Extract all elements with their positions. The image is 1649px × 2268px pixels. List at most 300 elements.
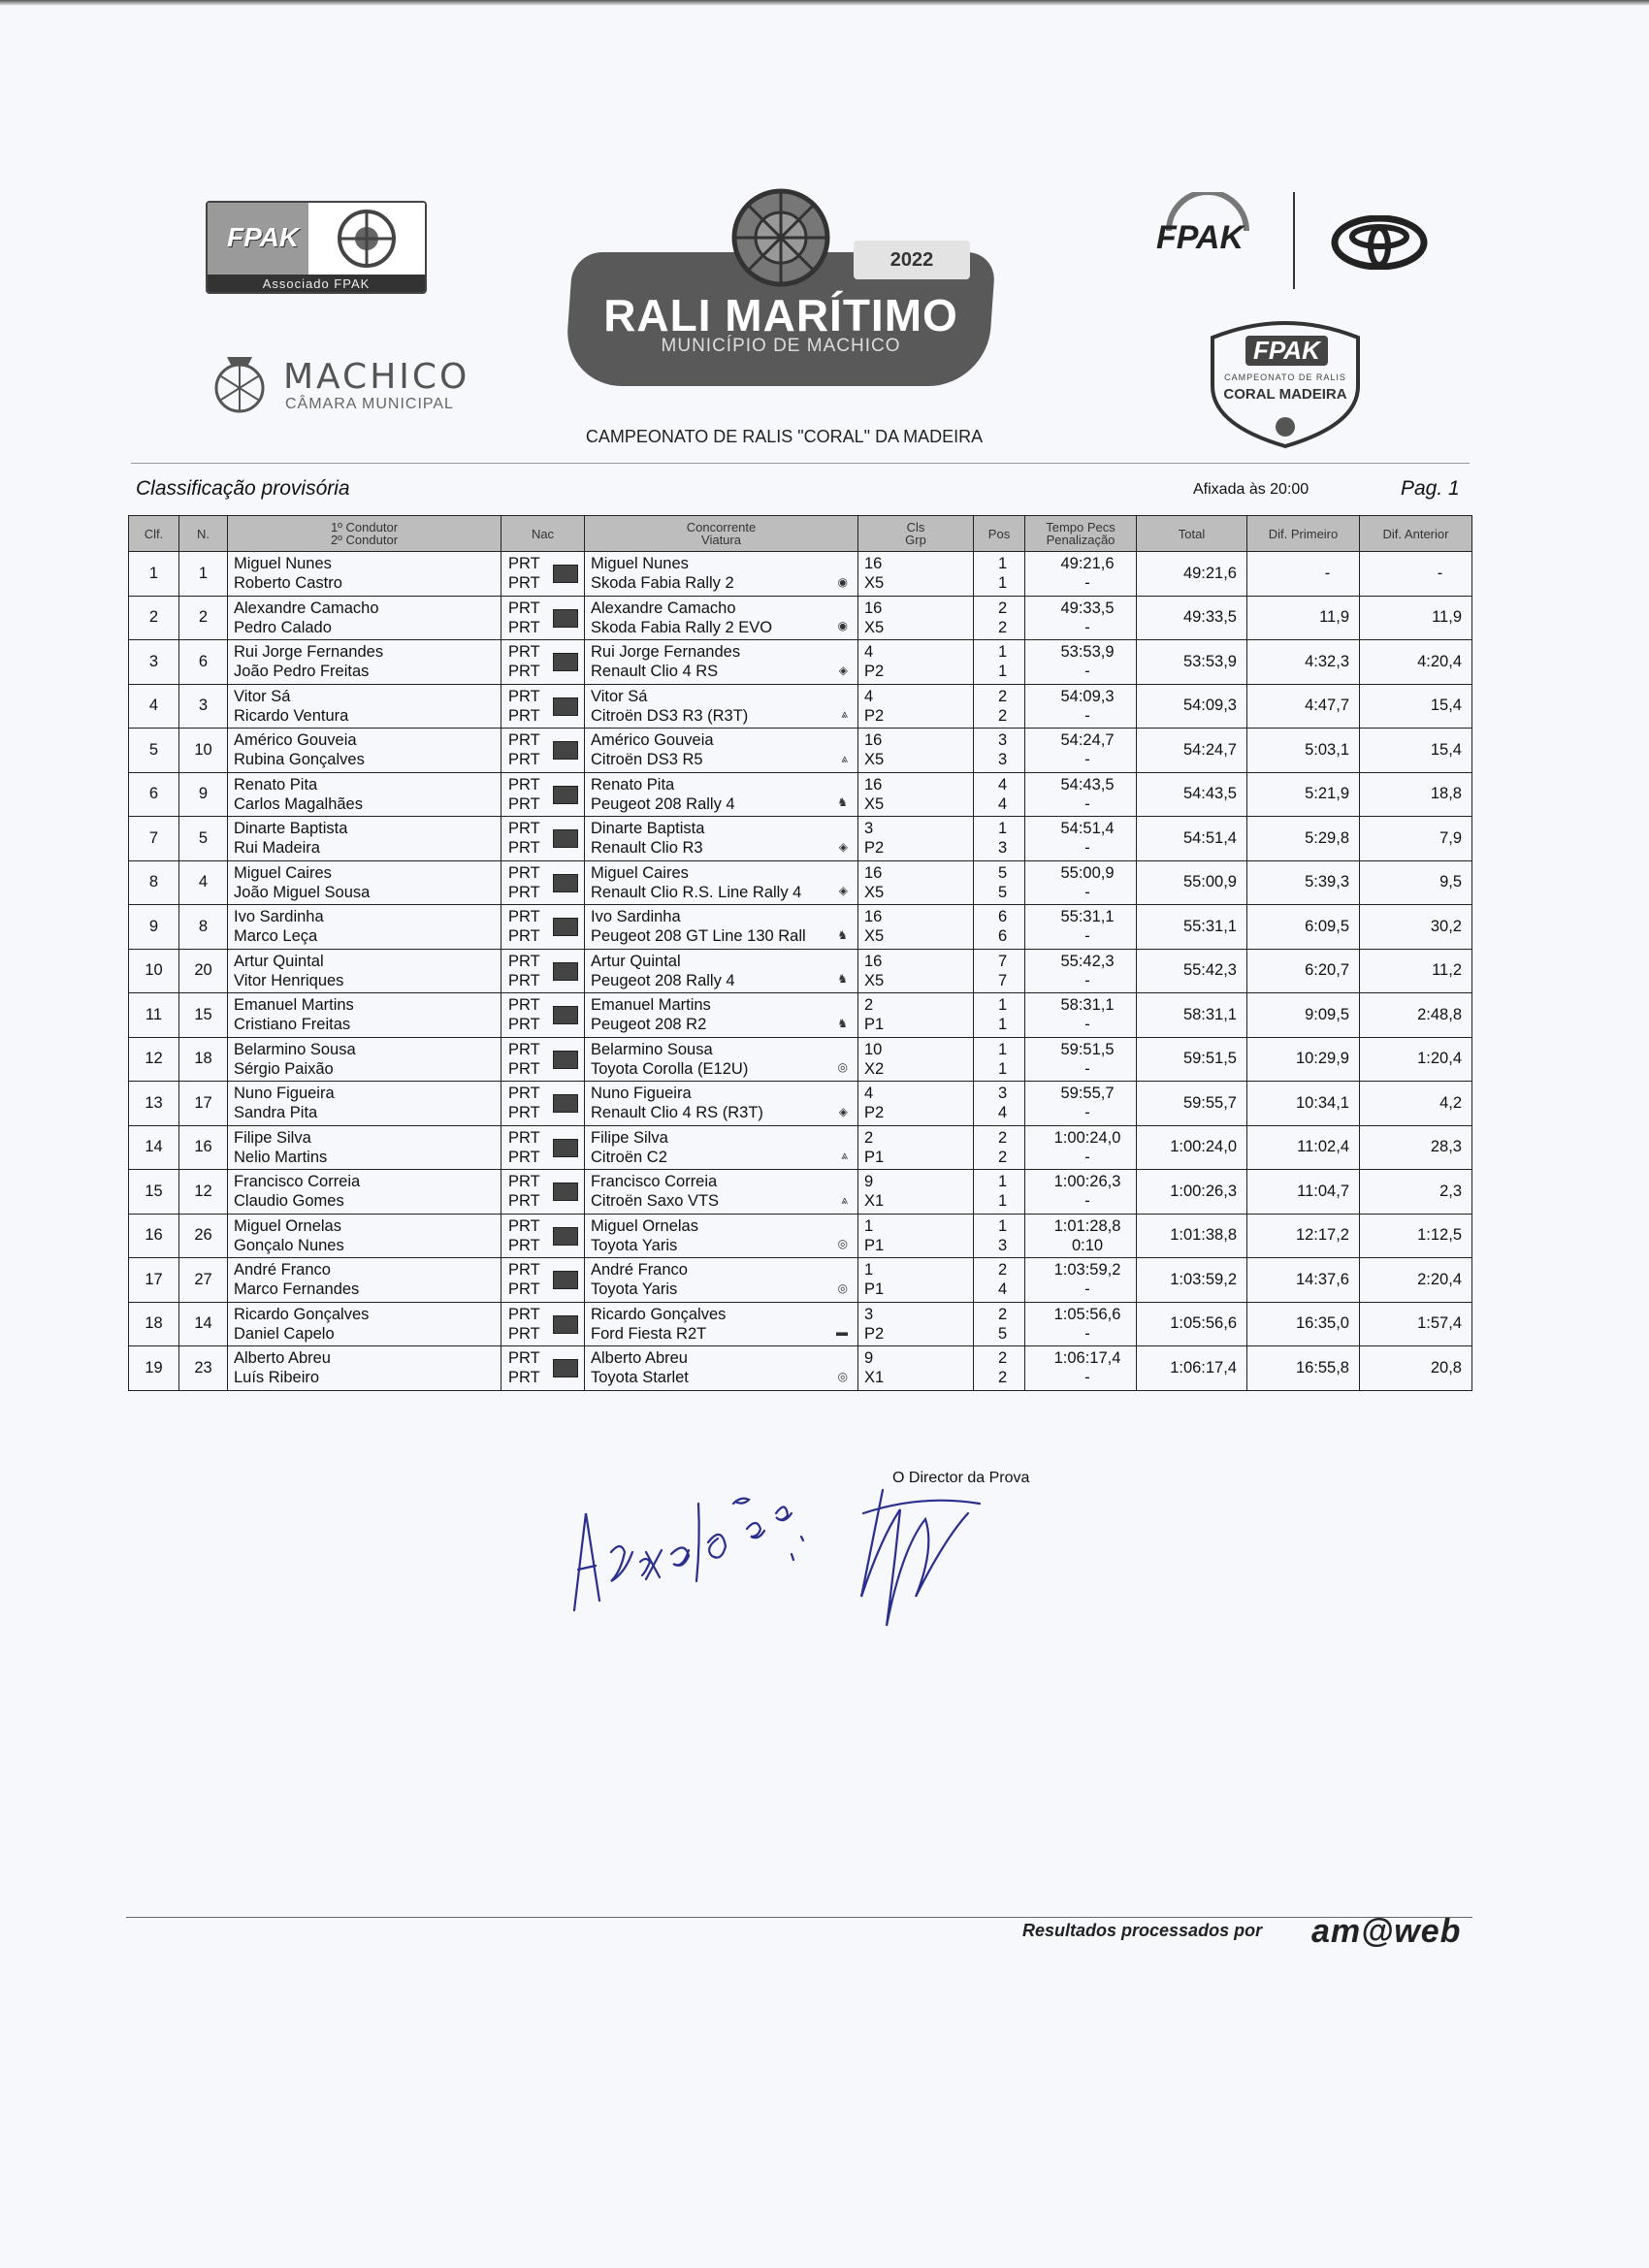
table-row	[129, 1214, 1472, 1258]
table-row	[129, 772, 1472, 817]
portugal-flag-icon	[553, 1227, 578, 1246]
class: 4	[864, 1085, 874, 1103]
pos-group: 2	[998, 1369, 1008, 1387]
position-cell	[974, 552, 1025, 597]
car-number-cell: 8	[179, 905, 228, 950]
portugal-flag-icon	[553, 1006, 578, 1024]
driver-2: João Pedro Freitas	[234, 663, 370, 681]
nationality-cell	[501, 1346, 585, 1391]
pos-class: 1	[998, 555, 1008, 573]
diff-first-cell: 11,9	[1247, 596, 1360, 640]
class: 4	[864, 687, 874, 705]
stage-time: 53:53,9	[1060, 643, 1115, 662]
header-rule	[131, 463, 1470, 464]
nac-1: PRT	[508, 731, 540, 750]
peugeot-brand-icon: ♞	[837, 927, 848, 942]
position-cell	[974, 1037, 1025, 1082]
nationality-cell	[501, 684, 585, 729]
position-cell	[974, 1170, 1025, 1215]
car: Renault Clio 4 RS (R3T)	[591, 1104, 763, 1122]
class-group-cell	[858, 552, 974, 597]
nac-1: PRT	[508, 863, 540, 882]
driver-2: Roberto Castro	[234, 574, 342, 593]
total-cell: 54:24,7	[1137, 729, 1247, 773]
penalty: -	[1084, 706, 1090, 725]
entrant-car-cell	[585, 949, 858, 993]
penalty: -	[1084, 1324, 1090, 1343]
nac-1: PRT	[508, 1173, 540, 1191]
diff-prev-cell: 4:20,4	[1360, 640, 1472, 685]
clf-cell: 13	[129, 1082, 179, 1126]
total-cell: 53:53,9	[1137, 640, 1247, 685]
entrant: Artur Quintal	[591, 952, 681, 970]
diff-first-cell: 4:47,7	[1247, 684, 1360, 729]
entrant-car-cell	[585, 640, 858, 685]
time-penalty-cell	[1025, 1346, 1137, 1391]
peugeot-brand-icon: ♞	[837, 1016, 848, 1030]
time-penalty-cell	[1025, 640, 1137, 685]
clf-cell: 18	[129, 1302, 179, 1346]
car-number-cell: 20	[179, 949, 228, 993]
citroen-brand-icon: ⩓	[841, 751, 848, 765]
nac-2: PRT	[508, 839, 540, 858]
entrant: Francisco Correia	[591, 1173, 718, 1191]
toyota-brand-icon: ◎	[837, 1060, 848, 1074]
nac-1: PRT	[508, 1305, 540, 1323]
driver-1: Rui Jorge Fernandes	[234, 643, 384, 662]
peugeot-brand-icon: ♞	[837, 972, 848, 986]
group: X5	[864, 618, 885, 636]
class: 4	[864, 643, 874, 662]
class-group-cell	[858, 1037, 974, 1082]
table-row	[129, 596, 1472, 640]
entrant: Ricardo Gonçalves	[591, 1305, 727, 1323]
drivers-cell	[228, 640, 501, 685]
class-group-cell	[858, 596, 974, 640]
entrant: Miguel Ornelas	[591, 1216, 698, 1235]
nac-2: PRT	[508, 1369, 540, 1387]
drivers-cell	[228, 684, 501, 729]
position-cell	[974, 1125, 1025, 1170]
car: Citroën DS3 R3 (R3T)	[591, 706, 749, 725]
time-penalty-cell	[1025, 684, 1137, 729]
clf-cell: 16	[129, 1214, 179, 1258]
nac-1: PRT	[508, 1216, 540, 1235]
citroen-brand-icon: ⩓	[841, 1149, 848, 1162]
diff-prev-cell: 28,3	[1360, 1125, 1472, 1170]
amaweb-logo: am@web	[1311, 1913, 1462, 1950]
position-cell	[974, 1346, 1025, 1391]
entrant: Miguel Nunes	[591, 555, 689, 573]
pos-group: 5	[998, 883, 1008, 901]
col-clf: Clf.	[129, 516, 179, 552]
class-group-cell	[858, 1170, 974, 1215]
nac-1: PRT	[508, 952, 540, 970]
group: P2	[864, 1104, 885, 1122]
diff-prev-cell: 2:20,4	[1360, 1258, 1472, 1303]
nac-1: PRT	[508, 687, 540, 705]
clf-cell: 3	[129, 640, 179, 685]
pos-group: 2	[998, 706, 1008, 725]
pos-class: 2	[998, 1349, 1008, 1368]
diff-prev-cell: 7,9	[1360, 817, 1472, 861]
clf-cell: 14	[129, 1125, 179, 1170]
clf-cell: 12	[129, 1037, 179, 1082]
table-row	[129, 1346, 1472, 1391]
scan-edge	[0, 0, 1649, 6]
driver-1: Vitor Sá	[234, 687, 291, 705]
nationality-cell	[501, 1170, 585, 1215]
entrant: Dinarte Baptista	[591, 820, 705, 838]
page-number: Pag. 1	[1401, 477, 1460, 500]
associado-fpak-logo	[206, 201, 427, 294]
clf-cell: 8	[129, 860, 179, 905]
diff-prev-cell: 1:12,5	[1360, 1214, 1472, 1258]
position-cell	[974, 1082, 1025, 1126]
posted-time: Afixada às 20:00	[1193, 481, 1310, 498]
driver-1: Américo Gouveia	[234, 731, 357, 750]
car-number-cell: 23	[179, 1346, 228, 1391]
nac-2: PRT	[508, 706, 540, 725]
nationality-cell	[501, 1214, 585, 1258]
portugal-flag-icon	[553, 1315, 578, 1334]
diff-prev-cell: 2,3	[1360, 1170, 1472, 1215]
car-number-cell: 4	[179, 860, 228, 905]
diff-first-cell: 5:21,9	[1247, 772, 1360, 817]
time-penalty-cell	[1025, 772, 1137, 817]
driver-1: Filipe Silva	[234, 1128, 311, 1147]
group: X1	[864, 1369, 885, 1387]
portugal-flag-icon	[553, 1051, 578, 1069]
clf-cell: 2	[129, 596, 179, 640]
penalty: -	[1084, 883, 1090, 901]
class: 2	[864, 1128, 874, 1147]
nac-1: PRT	[508, 599, 540, 617]
car: Renault Clio R3	[591, 839, 703, 858]
diff-first-cell: 12:17,2	[1247, 1214, 1360, 1258]
stage-time: 1:00:26,3	[1053, 1173, 1121, 1191]
total-cell: 55:42,3	[1137, 949, 1247, 993]
car-number-cell: 16	[179, 1125, 228, 1170]
col-time-penalty: Tempo Pecs Penalização	[1025, 516, 1137, 552]
col-cls-grp: Cls Grp	[858, 516, 974, 552]
stage-time: 59:51,5	[1060, 1040, 1115, 1058]
diff-first-cell: 11:04,7	[1247, 1170, 1360, 1215]
coral-line-2: CORAL MADEIRA	[1223, 386, 1347, 403]
pos-class: 2	[998, 1305, 1008, 1323]
position-cell	[974, 817, 1025, 861]
citroen-brand-icon: ⩓	[841, 707, 848, 721]
clf-cell: 4	[129, 684, 179, 729]
drivers-cell	[228, 1214, 501, 1258]
entrant: Alexandre Camacho	[591, 599, 736, 617]
nac-2: PRT	[508, 794, 540, 813]
clf-cell: 15	[129, 1170, 179, 1215]
class-group-cell	[858, 1346, 974, 1391]
car: Peugeot 208 GT Line 130 Rall	[591, 927, 806, 946]
table-row	[129, 1037, 1472, 1082]
pos-class: 2	[998, 1128, 1008, 1147]
stage-time: 49:21,6	[1060, 555, 1115, 573]
entrant: Ivo Sardinha	[591, 908, 681, 926]
renault-brand-icon: ◈	[838, 663, 848, 677]
nationality-cell	[501, 640, 585, 685]
portugal-flag-icon	[553, 653, 578, 671]
citroen-brand-icon: ⩓	[841, 1192, 848, 1207]
diff-first-cell: 11:02,4	[1247, 1125, 1360, 1170]
table-row	[129, 1170, 1472, 1215]
entrant: Alberto Abreu	[591, 1349, 688, 1368]
diff-first-cell: 6:20,7	[1247, 949, 1360, 993]
total-cell: 1:03:59,2	[1137, 1258, 1247, 1303]
penalty: -	[1084, 574, 1090, 593]
time-penalty-cell	[1025, 1170, 1137, 1215]
nac-1: PRT	[508, 775, 540, 794]
diff-first-cell: 5:29,8	[1247, 817, 1360, 861]
diff-prev-cell: 11,2	[1360, 949, 1472, 993]
class: 16	[864, 731, 883, 750]
driver-1: Artur Quintal	[234, 952, 324, 970]
entrant: Nuno Figueira	[591, 1085, 692, 1103]
entrant-car-cell	[585, 552, 858, 597]
car: Peugeot 208 R2	[591, 1016, 707, 1034]
entrant: Vitor Sá	[591, 687, 648, 705]
nac-2: PRT	[508, 1280, 540, 1299]
car: Ford Fiesta R2T	[591, 1324, 707, 1343]
nationality-cell	[501, 729, 585, 773]
car-number-cell: 14	[179, 1302, 228, 1346]
nac-1: PRT	[508, 1128, 540, 1147]
driver-2: Rui Madeira	[234, 839, 320, 858]
entrant-car-cell	[585, 1346, 858, 1391]
stage-time: 1:06:17,4	[1053, 1349, 1121, 1368]
pos-group: 3	[998, 751, 1008, 769]
class-group-cell	[858, 817, 974, 861]
entrant-car-cell	[585, 772, 858, 817]
stage-time: 55:31,1	[1060, 908, 1115, 926]
table-row	[129, 552, 1472, 597]
clf-cell: 7	[129, 817, 179, 861]
pos-class: 2	[998, 687, 1008, 705]
portugal-flag-icon	[553, 565, 578, 583]
clf-cell: 11	[129, 993, 179, 1038]
nac-2: PRT	[508, 1324, 540, 1343]
driver-1: Ivo Sardinha	[234, 908, 324, 926]
entrant: Américo Gouveia	[591, 731, 714, 750]
table-row	[129, 1125, 1472, 1170]
class-group-cell	[858, 993, 974, 1038]
stage-time: 55:42,3	[1060, 952, 1115, 970]
entrant: André Franco	[591, 1261, 688, 1280]
group: X5	[864, 794, 885, 813]
class-group-cell	[858, 729, 974, 773]
diff-prev-cell: 20,8	[1360, 1346, 1472, 1391]
nationality-cell	[501, 1082, 585, 1126]
clf-cell: 19	[129, 1346, 179, 1391]
drivers-cell	[228, 729, 501, 773]
portugal-flag-icon	[553, 829, 578, 848]
driver-1: Miguel Nunes	[234, 555, 332, 573]
machico-logo	[211, 340, 470, 417]
page-title: Classificação provisória	[136, 477, 350, 500]
driver-2: Rubina Gonçalves	[234, 751, 365, 769]
car: Skoda Fabia Rally 2 EVO	[591, 618, 773, 636]
class: 16	[864, 555, 883, 573]
driver-2: Ricardo Ventura	[234, 706, 349, 725]
entrant-car-cell	[585, 1258, 858, 1303]
car: Renault Clio R.S. Line Rally 4	[591, 883, 802, 901]
associado-label: Associado FPAK	[208, 275, 425, 294]
entrant-car-cell	[585, 729, 858, 773]
car-number-cell: 6	[179, 640, 228, 685]
group: P2	[864, 839, 885, 858]
total-cell: 54:09,3	[1137, 684, 1247, 729]
class: 9	[864, 1349, 874, 1368]
pos-class: 6	[998, 908, 1008, 926]
penalty: -	[1084, 794, 1090, 813]
drivers-cell	[228, 1258, 501, 1303]
pos-class: 1	[998, 996, 1008, 1015]
logo-divider	[1293, 192, 1295, 289]
nac-2: PRT	[508, 1016, 540, 1034]
drivers-cell	[228, 1037, 501, 1082]
entrant-car-cell	[585, 1170, 858, 1215]
drivers-cell	[228, 1346, 501, 1391]
driver-2: João Miguel Sousa	[234, 883, 371, 901]
time-penalty-cell	[1025, 1258, 1137, 1303]
stage-time: 1:05:56,6	[1053, 1305, 1121, 1323]
driver-1: André Franco	[234, 1261, 331, 1280]
time-penalty-cell	[1025, 949, 1137, 993]
stage-time: 49:33,5	[1060, 599, 1115, 617]
pos-group: 2	[998, 618, 1008, 636]
position-cell	[974, 640, 1025, 685]
position-cell	[974, 1258, 1025, 1303]
entrant-car-cell	[585, 905, 858, 950]
class: 1	[864, 1216, 874, 1235]
driver-2: Vitor Henriques	[234, 971, 344, 989]
car-number-cell: 12	[179, 1170, 228, 1215]
col-nac: Nac	[501, 516, 585, 552]
pos-group: 4	[998, 794, 1008, 813]
toyota-logo-icon	[1331, 215, 1428, 270]
pos-class: 7	[998, 952, 1008, 970]
total-cell: 54:51,4	[1137, 817, 1247, 861]
col-n: N.	[179, 516, 228, 552]
director-label: O Director da Prova	[892, 1470, 1030, 1486]
portugal-flag-icon	[553, 741, 578, 760]
entrant-car-cell	[585, 1125, 858, 1170]
nationality-cell	[501, 772, 585, 817]
car: Peugeot 208 Rally 4	[591, 794, 735, 813]
col-pos: Pos	[974, 516, 1025, 552]
coral-fpak-text: FPAK	[1245, 336, 1328, 366]
rali-subtitle: MUNICÍPIO DE MACHICO	[661, 336, 901, 356]
renault-brand-icon: ◈	[838, 1104, 848, 1118]
pos-group: 1	[998, 574, 1008, 593]
driver-2: Sérgio Paixão	[234, 1059, 334, 1078]
pos-group: 1	[998, 663, 1008, 681]
car-number-cell: 18	[179, 1037, 228, 1082]
entrant: Belarmino Sousa	[591, 1040, 713, 1058]
penalty: 0:10	[1071, 1236, 1104, 1254]
time-penalty-cell	[1025, 729, 1137, 773]
pos-group: 6	[998, 927, 1008, 946]
group: X5	[864, 883, 885, 901]
stage-time: 59:55,7	[1060, 1085, 1115, 1103]
class-group-cell	[858, 1258, 974, 1303]
position-cell	[974, 729, 1025, 773]
championship-title: CAMPEONATO DE RALIS "CORAL" DA MADEIRA	[585, 427, 984, 446]
class: 16	[864, 599, 883, 617]
car: Toyota Yaris	[591, 1236, 678, 1254]
total-cell: 1:00:26,3	[1137, 1170, 1247, 1215]
total-cell: 55:31,1	[1137, 905, 1247, 950]
driver-1: Renato Pita	[234, 775, 318, 794]
pos-group: 3	[998, 839, 1008, 858]
total-cell: 58:31,1	[1137, 993, 1247, 1038]
drivers-cell	[228, 1170, 501, 1215]
drivers-cell	[228, 1082, 501, 1126]
nac-2: PRT	[508, 1236, 540, 1254]
entrant-car-cell	[585, 1037, 858, 1082]
nac-2: PRT	[508, 1059, 540, 1078]
group: P1	[864, 1236, 885, 1254]
table-header-row	[129, 516, 1472, 552]
entrant-car-cell	[585, 860, 858, 905]
pos-group: 7	[998, 971, 1008, 989]
nac-1: PRT	[508, 1349, 540, 1368]
skoda-brand-icon: ◉	[837, 619, 848, 632]
nac-1: PRT	[508, 1261, 540, 1280]
diff-first-cell: 6:09,5	[1247, 905, 1360, 950]
nationality-cell	[501, 817, 585, 861]
rali-title: RALI MARÍTIMO	[603, 290, 958, 340]
class-group-cell	[858, 1125, 974, 1170]
time-penalty-cell	[1025, 993, 1137, 1038]
driver-2: Nelio Martins	[234, 1148, 328, 1166]
car: Citroën DS3 R5	[591, 751, 703, 769]
total-cell: 1:05:56,6	[1137, 1302, 1247, 1346]
stage-time: 54:51,4	[1060, 820, 1115, 838]
total-cell: 55:00,9	[1137, 860, 1247, 905]
diff-prev-cell: 15,4	[1360, 729, 1472, 773]
class: 16	[864, 952, 883, 970]
processed-by-label: Resultados processados por	[1022, 1921, 1263, 1940]
entrant-car-cell	[585, 1214, 858, 1258]
diff-prev-cell: 4,2	[1360, 1082, 1472, 1126]
renault-brand-icon: ◈	[838, 884, 848, 897]
pos-group: 4	[998, 1280, 1008, 1299]
portugal-flag-icon	[553, 962, 578, 981]
time-penalty-cell	[1025, 905, 1137, 950]
portugal-flag-icon	[553, 1139, 578, 1157]
position-cell	[974, 905, 1025, 950]
pos-class: 5	[998, 863, 1008, 882]
nationality-cell	[501, 949, 585, 993]
table-row	[129, 905, 1472, 950]
position-cell	[974, 772, 1025, 817]
class-group-cell	[858, 640, 974, 685]
diff-first-cell: 10:34,1	[1247, 1082, 1360, 1126]
stage-time: 58:31,1	[1060, 996, 1115, 1015]
entrant-car-cell	[585, 817, 858, 861]
driver-2: Luís Ribeiro	[234, 1369, 320, 1387]
entrant: Renato Pita	[591, 775, 675, 794]
nac-2: PRT	[508, 574, 540, 593]
col-entrant-car: Concorrente Viatura	[585, 516, 858, 552]
total-cell: 59:55,7	[1137, 1082, 1247, 1126]
